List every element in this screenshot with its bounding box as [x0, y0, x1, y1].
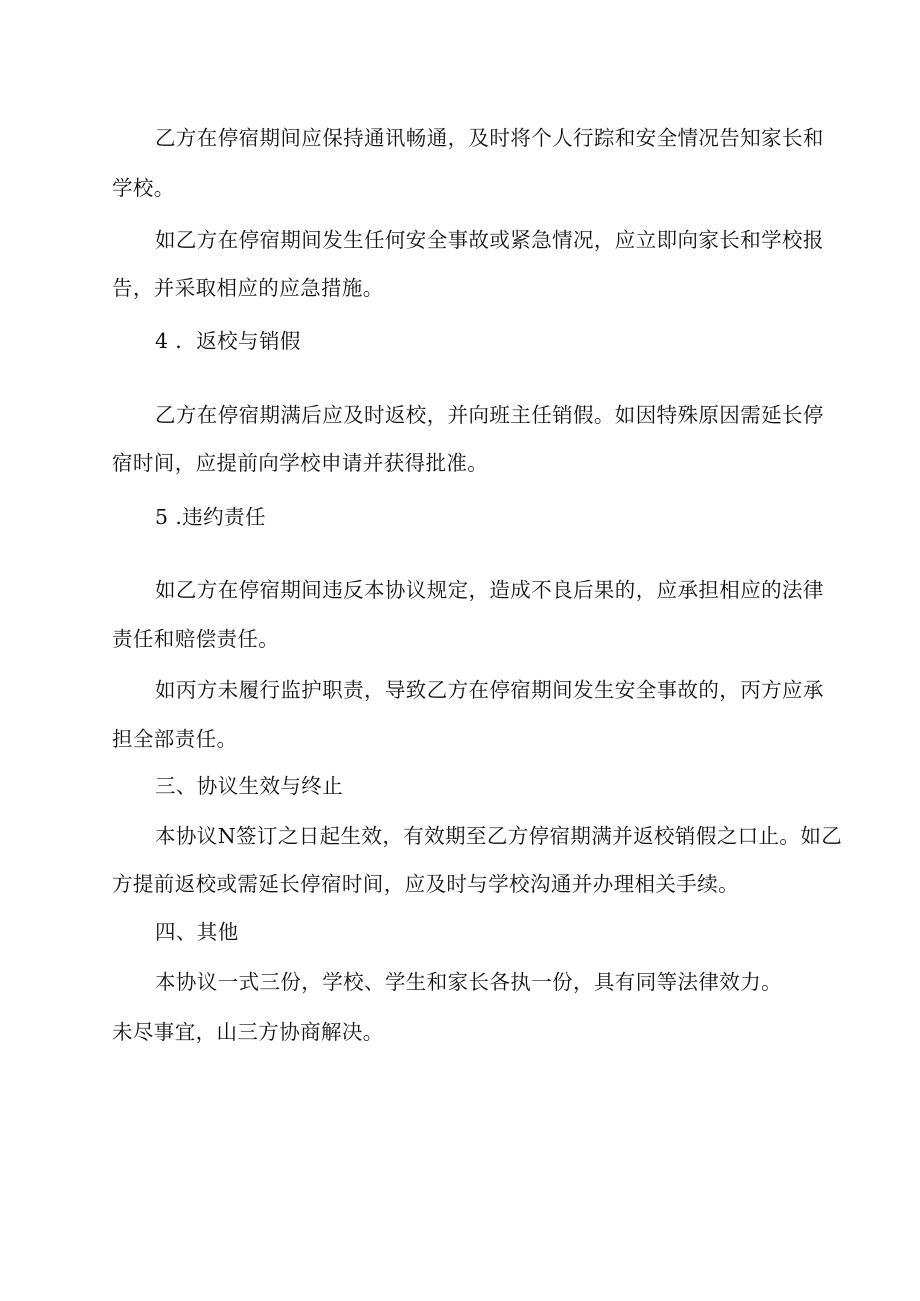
section-heading: 三、协议生效与终止 [155, 774, 344, 798]
paragraph-line: 本协议N签订之日起生效，有效期至乙方停宿期满并返校销假之口止。如乙 [155, 824, 843, 848]
section-heading: 四、其他 [155, 920, 239, 944]
section-heading: 5 .违约责任 [155, 505, 266, 529]
paragraph-line: 告，并采取相应的应急措施。 [112, 276, 384, 300]
paragraph-line: 学校。 [112, 176, 175, 200]
paragraph-line: 宿时间，应提前向学校申请并获得批准。 [112, 451, 489, 475]
paragraph-line: 乙方在停宿期满后应及时返校，并向班主任销假。如因特殊原因需延长停 [155, 403, 824, 427]
paragraph-line: 本协议一式三份，学校、学生和家长各执一份，具有同等法律效力。 [155, 970, 782, 994]
paragraph-line: 乙方在停宿期间应保持通讯畅通，及时将个人行踪和安全情况告知家长和 [155, 126, 824, 150]
paragraph-line: 如丙方未履行监护职责，导致乙方在停宿期间发生安全事故的，丙方应承 [155, 678, 824, 702]
paragraph-line: 责任和赔偿责任。 [112, 627, 280, 651]
paragraph-line: 如乙方在停宿期间违反本协议规定，造成不良后果的，应承担相应的法律 [155, 578, 824, 602]
paragraph-line: 未尽事宜，山三方协商解决。 [112, 1020, 384, 1044]
paragraph-line: 如乙方在停宿期间发生任何安全事故或紧急情况，应立即向家长和学校报 [155, 228, 824, 252]
paragraph-line: 方提前返校或需延长停宿时间，应及时与学校沟通并办理相关手续。 [112, 872, 739, 896]
paragraph-line: 担全部责任。 [112, 727, 238, 751]
section-heading: 4 ．返校与销假 [155, 329, 301, 353]
